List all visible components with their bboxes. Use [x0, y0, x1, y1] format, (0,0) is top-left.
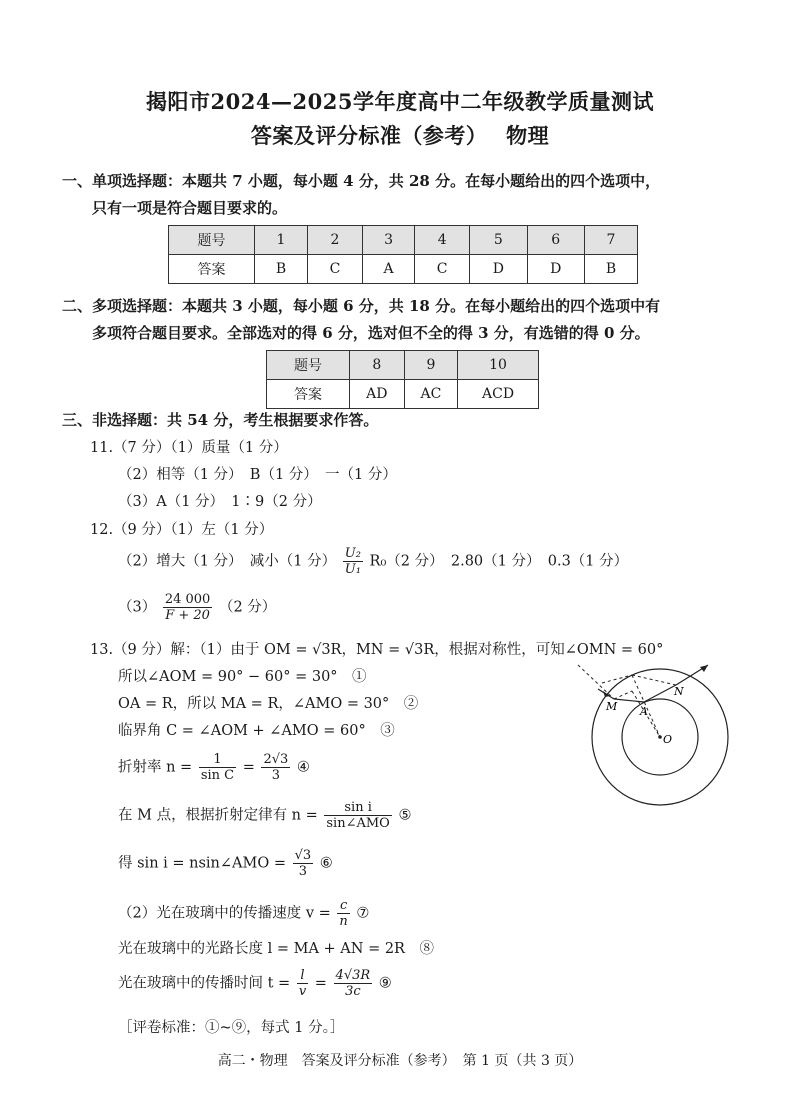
- point-label-n: N: [674, 685, 684, 698]
- fraction: [324, 800, 391, 831]
- q12-line2-text-end: R₀（2 分） 2.80（1 分） 0.3（1 分）: [369, 553, 629, 570]
- a-cell: C: [308, 255, 363, 284]
- fraction-numerator: 4√3R: [335, 968, 371, 983]
- a-cell: AD: [350, 380, 405, 409]
- q-cell: 1: [255, 226, 308, 255]
- fraction-numerator: √3: [294, 848, 312, 863]
- a-cell: D: [527, 255, 584, 284]
- q12-line1: 12.（9 分）（1）左（1 分）: [90, 522, 274, 538]
- eq-text: （2）光在玻璃中的传播速度 v =: [118, 905, 331, 922]
- section1-heading: [62, 168, 742, 222]
- q13-line2: 所以∠AOM = 90° − 60° = 30° ①: [118, 669, 367, 685]
- q12-voltage-ratio: [343, 546, 363, 577]
- eq-sign: =: [314, 975, 327, 992]
- fraction-denominator: F + 20: [165, 608, 210, 623]
- a-cell: ACD: [458, 380, 539, 409]
- row-label-answer: 答案: [169, 255, 255, 284]
- normal-line: [578, 665, 614, 699]
- fraction-denominator: 3: [271, 768, 281, 783]
- q13-line3: OA = R，所以 MA = R，∠AMO = 30° ②: [118, 696, 419, 712]
- section2-heading-line2: 多项符合题目要求。全部选对的得 6 分，选对但不全的得 3 分，有选错的得 0 分。: [92, 324, 650, 342]
- q-cell: 10: [458, 351, 539, 380]
- light-ray: [614, 699, 644, 702]
- fraction: [293, 848, 314, 879]
- fraction-denominator: n: [339, 914, 348, 929]
- eq-text: 光在玻璃中的传播时间 t =: [118, 975, 291, 992]
- eq-number: ⑦: [356, 905, 370, 922]
- eq-number: ⑨: [378, 975, 392, 992]
- table-row: [169, 255, 638, 284]
- fraction-numerator: 2√3: [263, 752, 289, 767]
- fraction: [337, 898, 349, 929]
- fraction-numerator: c: [337, 898, 349, 914]
- q11-line3: （3）A（1 分） 1∶9（2 分）: [118, 494, 322, 510]
- q12-line3-label: （3）: [118, 599, 157, 616]
- q-cell: 8: [350, 351, 405, 380]
- row-label-question: 题号: [169, 226, 255, 255]
- table-row: [169, 226, 638, 255]
- section3-heading: 三、非选择题：共 54 分，考生根据要求作答。: [62, 411, 379, 429]
- fraction-denominator: sin∠AMO: [326, 816, 390, 831]
- a-cell: D: [470, 255, 527, 284]
- fraction-denominator: U₁: [344, 562, 361, 577]
- row-label-answer: 答案: [267, 380, 350, 409]
- q13-line1: 13.（9 分）解：（1）由于 OM = √3R，MN = √3R，根据对称性，可知∠OMN = 60°: [90, 642, 664, 658]
- dashed-line: [602, 675, 632, 683]
- fraction-numerator: 1: [199, 752, 236, 768]
- a-cell: B: [584, 255, 637, 284]
- point-label-o: O: [663, 733, 673, 746]
- fraction: [334, 968, 373, 999]
- point-label-a: A: [640, 705, 648, 718]
- eq-number: ⑤: [398, 807, 412, 824]
- q13-line7: [118, 848, 333, 879]
- q13-line9: 光在玻璃中的光路长度 l = MA + AN = 2R ⑧: [118, 941, 434, 957]
- section2-heading: [62, 293, 742, 347]
- table-row: [267, 351, 539, 380]
- section1-heading-line2: 只有一项是符合题目要求的。: [92, 199, 288, 217]
- arrow-icon: [700, 665, 708, 672]
- q-cell: 7: [584, 226, 637, 255]
- q12-line2-text: （2）增大（1 分） 减小（1 分）: [118, 553, 337, 570]
- optics-diagram: [570, 655, 750, 845]
- a-cell: B: [255, 255, 308, 284]
- q13-line5: [118, 752, 310, 783]
- q-cell: 2: [308, 226, 363, 255]
- section2-heading-line1: 二、多项选择题：本题共 3 小题，每小题 6 分，共 18 分。在每小题给出的四个选项中有: [62, 297, 661, 315]
- q12-line3: [118, 592, 276, 623]
- q12-force-expression: [163, 592, 213, 623]
- q13-line4: 临界角 C = ∠AOM + ∠AMO = 60° ③: [118, 723, 395, 739]
- page-footer: 高二・物理 答案及评分标准（参考） 第 1 页（共 3 页）: [217, 1053, 583, 1069]
- eq-number: ⑥: [319, 855, 333, 872]
- q-cell: 3: [362, 226, 414, 255]
- fraction: [199, 752, 236, 783]
- fraction-denominator: 3c: [345, 984, 361, 999]
- fraction: [261, 752, 290, 783]
- eq-text: 在 M 点，根据折射定律有 n =: [118, 807, 318, 824]
- fraction-denominator: v: [298, 984, 307, 999]
- eq-text: 折射率 n =: [118, 759, 193, 776]
- center-dot: [658, 735, 662, 739]
- section2-answer-table: [266, 350, 539, 409]
- eq-sign: =: [242, 759, 255, 776]
- a-cell: A: [362, 255, 414, 284]
- dashed-line: [614, 691, 632, 699]
- q11-line1: 11.（7 分）（1）质量（1 分）: [90, 440, 288, 456]
- page-subtitle: 答案及评分标准（参考） 物理: [250, 123, 550, 148]
- q13-line8: [118, 898, 369, 929]
- q-cell: 4: [415, 226, 470, 255]
- q12-line2: [118, 546, 628, 577]
- q13-line6: [118, 800, 411, 831]
- eq-number: ④: [296, 759, 310, 776]
- eq-text: 得 sin i = nsin∠AMO =: [118, 855, 287, 872]
- row-label-question: 题号: [267, 351, 350, 380]
- dashed-line: [632, 675, 676, 685]
- section1-answer-table: [168, 225, 638, 284]
- fraction-numerator: l: [297, 968, 308, 984]
- page-title: 揭阳市2024—2025学年度高中二年级教学质量测试: [146, 89, 654, 114]
- fraction-numerator: sin i: [324, 800, 391, 816]
- q13-scoring-note: ［评卷标准：①~⑨，每式 1 分。］: [118, 1020, 345, 1036]
- point-label-m: M: [606, 700, 618, 713]
- a-cell: C: [415, 255, 470, 284]
- section1-heading-line1: 一、单项选择题：本题共 7 小题，每小题 4 分，共 28 分。在每小题给出的四个选项中，: [62, 172, 661, 190]
- q11-line2: （2）相等（1 分） B（1 分） 一（1 分）: [118, 467, 397, 483]
- q-cell: 9: [404, 351, 457, 380]
- table-row: [267, 380, 539, 409]
- a-cell: AC: [404, 380, 457, 409]
- q13-line10: [118, 968, 392, 999]
- q-cell: 6: [527, 226, 584, 255]
- q12-line3-score: （2 分）: [218, 599, 277, 616]
- fraction-denominator: 3: [298, 864, 308, 879]
- fraction-denominator: sin C: [200, 768, 235, 783]
- fraction-numerator: 24 000: [164, 592, 211, 607]
- fraction: [297, 968, 308, 999]
- q-cell: 5: [470, 226, 527, 255]
- fraction-numerator: U₂: [344, 546, 361, 561]
